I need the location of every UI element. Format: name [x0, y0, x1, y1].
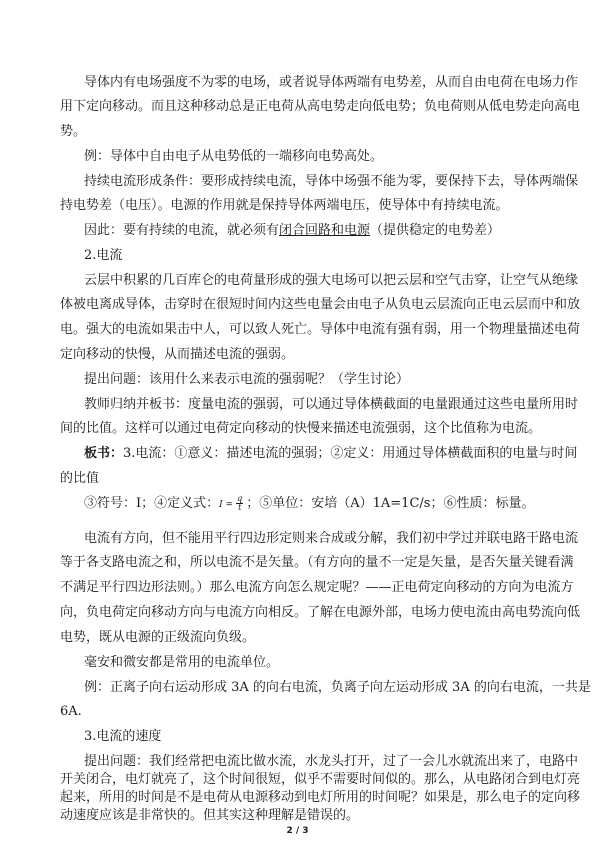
example-line: 例：导体中自由电子从电势低的一端移向电势高处。 [84, 149, 384, 164]
example-line: 6A. [60, 704, 82, 719]
paragraph-line: 用下定向移动。而且这种移动总是正电荷从高电势走向低电势；负电荷则从低电势走向高电 [60, 99, 581, 114]
paragraph-line: 起来，所用的时间是不是电荷从电源移动到电灯所用的时间呢？如果是，那么电子的定向移 [60, 790, 581, 805]
paragraph-line: 体被电离成导体，击穿时在很短时间内这些电量会由电子从负电云层流向正电云层而中和放 [60, 297, 581, 312]
fraction-denominator: t [238, 503, 242, 512]
formula-lhs: I = [219, 500, 234, 510]
paragraph-line: 向，负电荷定向移动方向与电流方向相反。了解在电源外部，电场力使电流由高电势流向低 [60, 605, 581, 620]
formula-prefix: ③符号：I；④定义式： [84, 496, 220, 511]
paragraph-line: 提出问题：我们经常把电流比做水流，水龙头打开，过了一会儿水就流出来了，电路中 [84, 754, 579, 769]
formula-line [84, 495, 540, 514]
underlined-key-phrase: 闭合回路和电源 [279, 223, 371, 238]
paragraph-line: 间的比值。这样可以通过电荷定向移动的快慢来描述电流强弱，这个比值称为电流。 [60, 421, 542, 436]
paragraph-line: 势。 [60, 124, 87, 139]
example-line: 例：正离子向右运动形成 3A 的向右电流，负离子向左运动形成 3A 的向右电流，一共是 [84, 680, 591, 695]
paragraph-line: 电。强大的电流如果击中人，可以致人死亡。导体中电流有强有弱，用一个物理量描述电荷 [60, 322, 581, 337]
paragraph-line: 等于各支路电流之和，所以电流不是矢量。（有方向的量不一定是矢量，是否矢量关键看满 [60, 555, 574, 570]
board-label: 板书： [84, 446, 124, 461]
paragraph-line [84, 222, 540, 239]
paragraph-line: 持续电流形成条件：要形成持续电流，导体中场强不能为零，要保持下去，导体两端保 [84, 174, 579, 189]
board-line [84, 445, 578, 462]
paragraph-line: 开关闭合，电灯就亮了，这个时间很短，似乎不需要时间似的。那么，从电路闭合到电灯亮 [60, 772, 581, 787]
paragraph-line: 电势，既从电源的正级流向负级。 [60, 630, 256, 645]
page-number: 2 / 3 [286, 826, 309, 836]
section-heading: 3.电流的速度 [84, 729, 162, 744]
paragraph-line: 云层中积累的几百库仑的电荷量形成的强大电场可以把云层和空气击穿，让空气从绝缘 [84, 273, 579, 288]
conclusion-text: 因此：要有持续的电流，就必须有 [84, 223, 280, 238]
board-text: 3.电流：①意义：描述电流的强弱；②定义：用通过导体横截面积的电量与时间 [123, 446, 578, 461]
conclusion-note: （提供稳定的电势差） [370, 223, 501, 238]
paragraph-line: 毫安和微安都是常用的电流单位。 [84, 655, 280, 670]
paragraph-line: 不满足平行四边形法则。）那么电流方向怎么规定呢？——正电荷定向移动的方向为电流方 [60, 580, 574, 595]
paragraph-line: 导体内有电场强度不为零的电场，或者说导体两端有电势差，从而自由电荷在电场力作 [84, 75, 579, 90]
current-fraction [236, 495, 243, 512]
paragraph-line: 电流有方向，但不能用平行四边形定则来合成或分解，我们初中学过并联电路干路电流 [84, 531, 579, 546]
paragraph-line: 教师归纳并板书：度量电流的强弱，可以通过导体横截面的电量跟通过这些电量所用时 [84, 397, 579, 412]
question-line: 提出问题：该用什么来表示电流的强弱呢？（学生讨论） [84, 372, 410, 387]
paragraph-line: 动速度应该是非常快的。但其实这种理解是错误的。 [60, 808, 360, 823]
fraction-numerator: q [237, 494, 243, 503]
section-heading: 2.电流 [84, 248, 123, 263]
paragraph-line: 的比值 [60, 471, 100, 486]
formula-suffix: ；⑤单位：安培（A）1A=1C/s；⑥性质：标量。 [246, 496, 535, 511]
paragraph-line: 定向移动的快慢，从而描述电流的强弱。 [60, 347, 295, 362]
paragraph-line: 持电势差（电压）。电源的作用就是保持导体两端电压，使导体中有持续电流。 [60, 198, 509, 213]
